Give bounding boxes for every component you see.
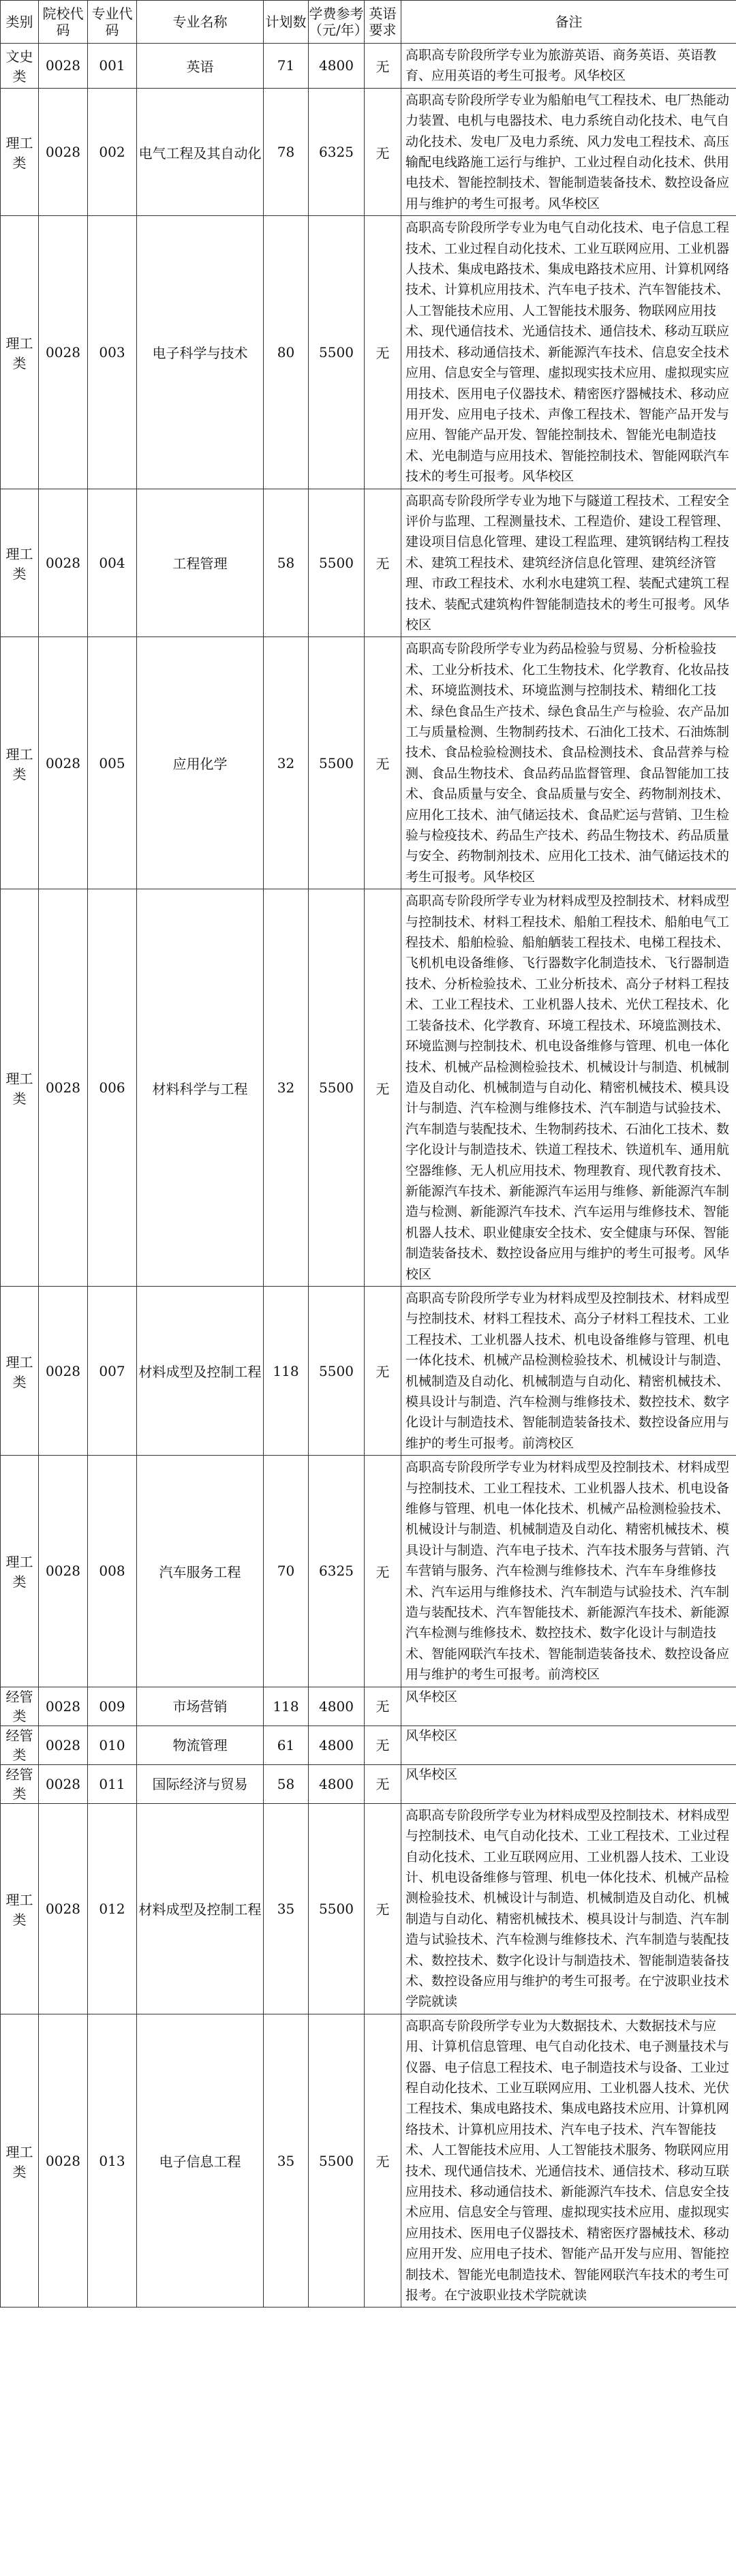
category-cell: 理工类 xyxy=(1,88,39,215)
remark-cell: 高职高专阶段所学专业为材料成型及控制技术、材料成型与控制技术、电气自动化技术、工业工程技术、工业过程自动化技术、工业互联网应用、工业机器人技术、工业设计、机电设备维修与管理、机电一体化技术、机械产品检测检验技术、机械设计与制造、机械制造及自动化、机械制造与自动化、精密机械技术、模具设计与制造、汽车制造与试验技术、汽车检测与维修技术、汽车制造与装配技术、数控技术、数字化设计与制造技术、智能制造装备技术、数控设备应用与维护的考生可报考。在宁波职业技术学院就读 xyxy=(401,1803,736,2014)
major-name-cell: 汽车服务工程 xyxy=(137,1456,264,1687)
major-code-cell: 005 xyxy=(88,637,137,889)
table-row xyxy=(1,2014,736,2307)
english-requirement-cell: 无 xyxy=(365,1687,401,1726)
english-requirement-cell: 无 xyxy=(365,489,401,637)
header-school-code: 院校代码 xyxy=(39,1,88,44)
fee-cell: 6325 xyxy=(309,88,365,215)
fee-cell: 5500 xyxy=(309,1286,365,1455)
remark-cell: 高职高专阶段所学专业为药品检验与贸易、分析检验技术、工业分析技术、化工生物技术、化学教育、化妆品技术、环境监测技术、环境监测与控制技术、精细化工技术、绿色食品生产技术、绿色食品生产与检验、农产品加工与质量检测、生物制药技术、石油化工技术、石油炼制技术、食品检验检测技术、食品检测技术、食品营养与检测、食品生物技术、食品药品监督管理、食品智能加工技术、食品质量与安全、食品质量与安全、药物制剂技术、应用化工技术、油气储运技术、食品贮运与营销、卫生检验与检疫技术、药品生产技术、药品生物技术、药品质量与安全、药物制剂技术、应用化工技术、油气储运技术的考生可报考。风华校区 xyxy=(401,637,736,889)
category-cell: 经管类 xyxy=(1,1726,39,1764)
major-name-cell: 电子科学与技术 xyxy=(137,216,264,489)
school-code-cell: 0028 xyxy=(39,1803,88,2014)
category-cell: 经管类 xyxy=(1,1687,39,1726)
english-requirement-cell: 无 xyxy=(365,216,401,489)
english-requirement-cell: 无 xyxy=(365,88,401,215)
english-requirement-cell: 无 xyxy=(365,1803,401,2014)
fee-cell: 4800 xyxy=(309,1764,365,1803)
major-code-cell: 003 xyxy=(88,216,137,489)
school-code-cell: 0028 xyxy=(39,889,88,1287)
category-cell: 理工类 xyxy=(1,1803,39,2014)
english-requirement-cell: 无 xyxy=(365,2014,401,2307)
header-plan: 计划数 xyxy=(264,1,309,44)
english-requirement-cell: 无 xyxy=(365,1764,401,1803)
plan-cell: 70 xyxy=(264,1456,309,1687)
major-name-cell: 材料科学与工程 xyxy=(137,889,264,1287)
school-code-cell: 0028 xyxy=(39,216,88,489)
remark-cell: 高职高专阶段所学专业为电气自动化技术、电子信息工程技术、工业过程自动化技术、工业互联网应用、工业机器人技术、集成电路技术、集成电路技术应用、计算机网络技术、计算机应用技术、汽车电子技术、汽车智能技术、人工智能技术应用、人工智能技术服务、物联网应用技术、现代通信技术、光通信技术、通信技术、移动互联应用技术、移动通信技术、新能源汽车技术、信息安全技术应用、信息安全与管理、虚拟现实技术应用、虚拟现实应用技术、医用电子仪器技术、精密医疗器械技术、移动应用开发、应用电子技术、声像工程技术、智能产品开发与应用、智能产品开发、智能控制技术、智能光电制造技术、光电制造与应用技术、智能控制技术、智能网联汽车技术的考生可报考。风华校区 xyxy=(401,216,736,489)
major-name-cell: 材料成型及控制工程 xyxy=(137,1286,264,1455)
plan-cell: 35 xyxy=(264,2014,309,2307)
header-english-line1: 英语 xyxy=(369,5,397,22)
header-major-code: 专业代码 xyxy=(88,1,137,44)
fee-cell: 5500 xyxy=(309,889,365,1287)
major-code-cell: 012 xyxy=(88,1803,137,2014)
table-row xyxy=(1,44,736,89)
fee-cell: 4800 xyxy=(309,1687,365,1726)
major-code-cell: 010 xyxy=(88,1726,137,1764)
major-name-cell: 应用化学 xyxy=(137,637,264,889)
category-cell: 理工类 xyxy=(1,1286,39,1455)
plan-cell: 78 xyxy=(264,88,309,215)
major-code-cell: 001 xyxy=(88,44,137,89)
table-row xyxy=(1,88,736,215)
category-cell: 文史类 xyxy=(1,44,39,89)
table-row xyxy=(1,1803,736,2014)
category-cell: 理工类 xyxy=(1,889,39,1287)
fee-cell: 5500 xyxy=(309,1803,365,2014)
major-code-cell: 011 xyxy=(88,1764,137,1803)
category-cell: 理工类 xyxy=(1,489,39,637)
remark-cell: 高职高专阶段所学专业为材料成型及控制技术、材料成型与控制技术、工业工程技术、工业机器人技术、机电设备维修与管理、机电一体化技术、机械产品检测检验技术、机械设计与制造、机械制造及自动化、精密机械技术、模具设计与制造、汽车电子技术、汽车技术服务与营销、汽车营销与服务、汽车检测与维修技术、汽车车身维修技术、汽车运用与维修技术、汽车制造与试验技术、汽车制造与装配技术、汽车智能技术、新能源汽车技术、新能源汽车检测与维修技术、数控技术、数字化设计与制造技术、智能网联汽车技术、智能制造装备技术、数控设备应用与维护的考生可报考。前湾校区 xyxy=(401,1456,736,1687)
plan-cell: 71 xyxy=(264,44,309,89)
school-code-cell: 0028 xyxy=(39,489,88,637)
school-code-cell: 0028 xyxy=(39,1726,88,1764)
major-code-cell: 013 xyxy=(88,2014,137,2307)
school-code-cell: 0028 xyxy=(39,637,88,889)
remark-cell: 高职高专阶段所学专业为地下与隧道工程技术、工程安全评价与监理、工程测量技术、工程造价、建设工程管理、建设项目信息化管理、建设工程监理、建筑钢结构工程技术、建筑工程技术、建筑经济信息化管理、建筑经济管理、市政工程技术、水利水电建筑工程、装配式建筑工程技术、装配式建筑构件智能制造技术的考生可报考。风华校区 xyxy=(401,489,736,637)
remark-cell: 风华校区 xyxy=(401,1687,736,1726)
major-code-cell: 006 xyxy=(88,889,137,1287)
table-row xyxy=(1,216,736,489)
table-row xyxy=(1,889,736,1287)
category-cell: 理工类 xyxy=(1,216,39,489)
header-english xyxy=(365,1,401,44)
fee-cell: 5500 xyxy=(309,216,365,489)
english-requirement-cell: 无 xyxy=(365,1456,401,1687)
remark-cell: 高职高专阶段所学专业为旅游英语、商务英语、英语教育、应用英语的考生可报考。风华校区 xyxy=(401,44,736,89)
remark-cell: 风华校区 xyxy=(401,1726,736,1764)
plan-cell: 58 xyxy=(264,1764,309,1803)
remark-cell: 高职高专阶段所学专业为材料成型及控制技术、材料成型与控制技术、材料工程技术、高分子材料工程技术、工业工程技术、工业机器人技术、机电设备维修与管理、机电一体化技术、机械产品检测检验技术、机械设计与制造、机械制造及自动化、机械制造与自动化、精密机械技术、模具设计与制造、汽车检测与维修技术、数控技术、数字化设计与制造技术、智能制造装备技术、数控设备应用与维护的考生可报考。前湾校区 xyxy=(401,1286,736,1455)
english-requirement-cell: 无 xyxy=(365,637,401,889)
major-name-cell: 电子信息工程 xyxy=(137,2014,264,2307)
school-code-cell: 0028 xyxy=(39,44,88,89)
school-code-cell: 0028 xyxy=(39,2014,88,2307)
english-requirement-cell: 无 xyxy=(365,1726,401,1764)
english-requirement-cell: 无 xyxy=(365,1286,401,1455)
remark-cell: 高职高专阶段所学专业为大数据技术、大数据技术与应用、计算机信息管理、电气自动化技术、电子测量技术与仪器、电子信息工程技术、电子制造技术与设备、工业过程自动化技术、工业互联网应用、工业机器人技术、光伏工程技术、集成电路技术、集成电路技术应用、计算机网络技术、计算机应用技术、汽车电子技术、汽车智能技术、人工智能技术应用、人工智能技术服务、物联网应用技术、现代通信技术、光通信技术、通信技术、移动互联应用技术、移动通信技术、新能源汽车技术、信息安全技术应用、信息安全与管理、虚拟现实技术应用、虚拟现实应用技术、医用电子仪器技术、精密医疗器械技术、移动应用开发、应用电子技术、智能产品开发与应用、智能控制技术、智能光电制造技术、智能网联汽车技术的考生可报考。在宁波职业技术学院就读 xyxy=(401,2014,736,2307)
fee-cell: 5500 xyxy=(309,637,365,889)
major-code-cell: 007 xyxy=(88,1286,137,1455)
school-code-cell: 0028 xyxy=(39,1687,88,1726)
table-row xyxy=(1,1764,736,1803)
header-major-name: 专业名称 xyxy=(137,1,264,44)
plan-cell: 118 xyxy=(264,1286,309,1455)
major-name-cell: 电气工程及其自动化 xyxy=(137,88,264,215)
header-fee xyxy=(309,1,368,44)
header-fee-line1: 学费参考 xyxy=(309,5,364,22)
school-code-cell: 0028 xyxy=(39,1764,88,1803)
major-name-cell: 物流管理 xyxy=(137,1726,264,1764)
category-cell: 经管类 xyxy=(1,1764,39,1803)
major-name-cell: 英语 xyxy=(137,44,264,89)
english-requirement-cell: 无 xyxy=(365,889,401,1287)
major-name-cell: 工程管理 xyxy=(137,489,264,637)
school-code-cell: 0028 xyxy=(39,88,88,215)
major-name-cell: 市场营销 xyxy=(137,1687,264,1726)
table-row xyxy=(1,489,736,637)
remark-cell: 高职高专阶段所学专业为材料成型及控制技术、材料成型与控制技术、材料工程技术、船舶工程技术、船舶电气工程技术、船舶检验、船舶舾装工程技术、电梯工程技术、飞机机电设备维修、飞行器数字化制造技术、飞行器制造技术、分析检验技术、工业分析技术、高分子材料工程技术、工业工程技术、工业机器人技术、光伏工程技术、化工装备技术、化学教育、环境工程技术、环境监测技术、环境监测与控制技术、机电设备维修与管理、机电一体化技术、机械产品检测检验技术、机械设计与制造、机械制造及自动化、机械制造与自动化、精密机械技术、模具设计与制造、汽车检测与维修技术、汽车制造与试验技术、汽车制造与装配技术、生物制药技术、石油化工技术、数字化设计与制造技术、铁道工程技术、铁道机车、通用航空器维修、无人机应用技术、物理教育、现代教育技术、新能源汽车技术、新能源汽车运用与维修、新能源汽车制造与检测、新能源汽车技术、汽车运用与维修技术、智能机器人技术、职业健康安全技术、安全健康与环保、智能制造装备技术、数控设备应用与维护的考生可报考。风华校区 xyxy=(401,889,736,1287)
category-cell: 理工类 xyxy=(1,2014,39,2307)
table-row xyxy=(1,1687,736,1726)
plan-cell: 80 xyxy=(264,216,309,489)
header-category: 类别 xyxy=(1,1,39,44)
category-cell: 理工类 xyxy=(1,1456,39,1687)
category-cell: 理工类 xyxy=(1,637,39,889)
plan-cell: 32 xyxy=(264,889,309,1287)
plan-cell: 118 xyxy=(264,1687,309,1726)
table-body xyxy=(1,44,736,2307)
major-code-cell: 004 xyxy=(88,489,137,637)
major-code-cell: 002 xyxy=(88,88,137,215)
plan-cell: 58 xyxy=(264,489,309,637)
fee-cell: 6325 xyxy=(309,1456,365,1687)
header-english-line2: 要求 xyxy=(369,22,397,38)
school-code-cell: 0028 xyxy=(39,1286,88,1455)
plan-cell: 35 xyxy=(264,1803,309,2014)
header-remark: 备注 xyxy=(401,1,736,44)
table-row xyxy=(1,637,736,889)
english-requirement-cell: 无 xyxy=(365,44,401,89)
remark-cell: 高职高专阶段所学专业为船舶电气工程技术、电厂热能动力装置、电机与电器技术、电力系统自动化技术、电气自动化技术、发电厂及电力系统、风力发电工程技术、高压输配电线路施工运行与维护、工业过程自动化技术、供用电技术、智能控制技术、智能制造装备技术、数控设备应用与维护的考生可报考。风华校区 xyxy=(401,88,736,215)
plan-cell: 61 xyxy=(264,1726,309,1764)
fee-cell: 5500 xyxy=(309,2014,365,2307)
table-row xyxy=(1,1286,736,1455)
plan-cell: 32 xyxy=(264,637,309,889)
major-name-cell: 国际经济与贸易 xyxy=(137,1764,264,1803)
school-code-cell: 0028 xyxy=(39,1456,88,1687)
major-code-cell: 009 xyxy=(88,1687,137,1726)
table-row xyxy=(1,1456,736,1687)
fee-cell: 4800 xyxy=(309,44,365,89)
major-code-cell: 008 xyxy=(88,1456,137,1687)
header-row xyxy=(1,1,736,44)
header-fee-line2: （元/年） xyxy=(309,22,368,38)
fee-cell: 4800 xyxy=(309,1726,365,1764)
remark-cell: 风华校区 xyxy=(401,1764,736,1803)
fee-cell: 5500 xyxy=(309,489,365,637)
major-name-cell: 材料成型及控制工程 xyxy=(137,1803,264,2014)
table-row xyxy=(1,1726,736,1764)
